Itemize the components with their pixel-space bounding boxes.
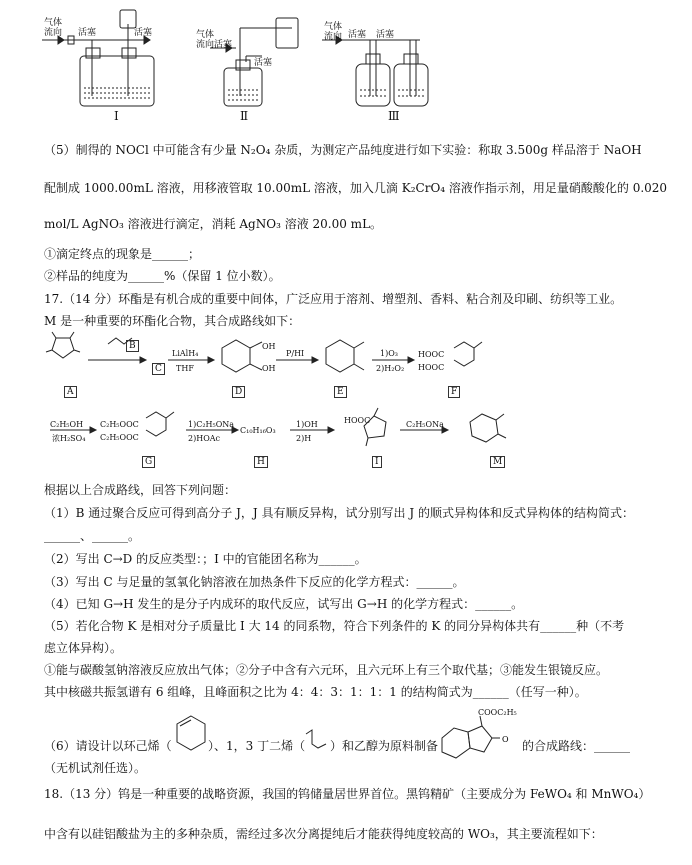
flow-label-2: 流向	[44, 28, 63, 38]
valve-label: 活塞	[214, 40, 233, 50]
label-C: C	[152, 363, 165, 375]
valve-label: 活塞	[254, 58, 273, 68]
q17-q2: （2）写出 C→D 的反应类型：；I 中的官能团名称为______。	[44, 552, 367, 566]
label-M: M	[490, 456, 505, 468]
reagent-na-ethoxide: 1)C₂H₅ONa	[188, 420, 235, 429]
compound-M-ring	[470, 414, 498, 442]
q17-q5a: （5）若化合物 K 是相对分子质量比 I 大 14 的同系物，符合下列条件的 K 的同分异构体共有______种（不考	[44, 619, 625, 633]
compound-A-ring	[52, 338, 74, 358]
q5-line1: （5）制得的 NOCl 中可能含有少量 N₂O₄ 杂质，为测定产品纯度进行如下实验：称取 3.500g 样品溶于 NaOH	[44, 143, 642, 157]
valve-label: 活塞	[134, 28, 153, 38]
flow-label-1: 气体	[44, 18, 63, 28]
label-A: A	[64, 386, 77, 398]
formula-H: C₁₀H₁₆O₃	[240, 426, 276, 435]
q17-q6d: 的合成路线：______	[522, 739, 631, 753]
group-hooc-2: HOOC	[418, 363, 445, 372]
apparatus-figure	[0, 0, 692, 125]
group-ester-1: C₂H₅OOC	[100, 420, 139, 429]
ester-group-label: COOC₂H₅	[478, 708, 517, 717]
compound-F-chain	[454, 342, 474, 366]
q17-q6a: （6）请设计以环己烯（	[44, 739, 172, 753]
reagent-na-ethoxide2: C₂H₅ONa	[406, 420, 444, 429]
q17-q6e: （无机试剂任选）。	[44, 761, 147, 775]
valve-label: 活塞	[376, 30, 395, 40]
reagent-ethanol: C₂H₅OH	[50, 420, 84, 429]
group-ester-2: C₂H₅OOC	[100, 433, 139, 442]
reagent-o3: 1)O₃	[380, 349, 398, 358]
synthesis-route	[0, 330, 692, 475]
q17-q6b: ）、1，3 丁二烯（	[208, 739, 306, 753]
label-H: H	[254, 456, 268, 468]
q5-sub1: ①滴定终点的现象是______；	[44, 247, 201, 261]
label-B: B	[126, 340, 139, 352]
compound-D-ring	[222, 340, 250, 372]
q17-q4: （4）已知 G→H 发生的是分子内成环的取代反应，试写出 G→H 的化学方程式：______。	[44, 597, 524, 611]
reagent-thf: THF	[176, 364, 194, 373]
flow-label-1: 气体	[324, 22, 343, 32]
reagent-h: 2)H	[296, 434, 312, 443]
compound-G-chain	[146, 412, 166, 436]
valve-label: 活塞	[348, 30, 367, 40]
q17-q3: （3）写出 C 与足量的氢氧化钠溶液在加热条件下反应的化学方程式：______。	[44, 575, 465, 589]
q17-q6c: ）和乙醇为原料制备	[330, 739, 439, 753]
group-oh-1: OH	[262, 342, 276, 351]
valve-label: 活塞	[78, 28, 97, 38]
apparatus-label-III: Ⅲ	[388, 109, 400, 123]
reagent-lialh4: LiAlH₄	[172, 349, 199, 358]
label-D: D	[232, 386, 245, 398]
reagent-h2o2: 2)H₂O₂	[376, 364, 405, 373]
flow-label-2: 流向	[324, 32, 343, 42]
label-F: F	[448, 386, 460, 398]
group-hooc-1: HOOC	[418, 350, 445, 359]
flow-label-2: 流向	[196, 40, 215, 50]
q17-q5b: 虑立体异构）。	[44, 641, 123, 655]
q17-q5c: ①能与碳酸氢钠溶液反应放出气体；②分子中含有六元环，且六元环上有三个取代基；③能发生银镜反应。	[44, 663, 609, 677]
label-E: E	[334, 386, 347, 398]
apparatus-III	[322, 36, 428, 106]
q5-line2: 配制成 1000.00mL 溶液，用移液管取 10.00mL 溶液，加入几滴 K₂CrO₄ 溶液作指示剂，用足量硝酸酸化的 0.020	[44, 181, 668, 195]
q17-intro2: M 是一种重要的环酯化合物，其合成路线如下：	[44, 314, 301, 328]
reagent-hoac: 2)HOAc	[188, 434, 221, 443]
apparatus-label-I: Ⅰ	[114, 109, 119, 123]
apparatus-label-II: Ⅱ	[240, 109, 249, 123]
q17-q5d: 其中核磁共振氢谱有 6 组峰，且峰面积之比为 4：4：3：1：1：1 的结构简式为______（任写一种）。	[44, 685, 587, 699]
q5-sub2: ②样品的纯度为______%（保留 1 位小数）。	[44, 269, 281, 283]
cyclohexene-structure	[172, 712, 210, 756]
q17-intro1: 17.（14 分）环酯是有机合成的重要中间体，广泛应用于溶剂、增塑剂、香料、粘合剂及印刷、纺织等工业。	[44, 292, 623, 306]
q17-q1b: ______、______。	[44, 529, 141, 543]
q17-q1a: （1）B 通过聚合反应可得到高分子 J，J 具有顺反异构，试分别写出 J 的顺式异构体和反式异构体的结构简式：	[44, 506, 634, 520]
butadiene-structure	[302, 726, 332, 756]
group-oh-2: OH	[262, 364, 276, 373]
reagent-oh: 1)OH	[296, 420, 318, 429]
svg-text:O: O	[502, 735, 509, 744]
flow-label-1: 气体	[196, 30, 215, 40]
reagent-phi: P/HI	[286, 349, 305, 358]
q5-line3: mol/L AgNO₃ 溶液进行滴定，消耗 AgNO₃ 溶液 20.00 mL。	[44, 217, 383, 231]
compound-E-ring	[326, 340, 354, 372]
reagent-conc-h2so4: 浓H₂SO₄	[52, 434, 86, 443]
q18-line1: 18.（13 分）钨是一种重要的战略资源，我国的钨储量居世界首位。黑钨精矿（主要成分为 FeWO₄ 和 MnWO₄）	[44, 787, 651, 801]
group-hooc-I: HOOC	[344, 416, 371, 425]
label-G: G	[142, 456, 155, 468]
label-I: I	[372, 456, 382, 468]
q17-prompt: 根据以上合成路线，回答下列问题：	[44, 483, 237, 497]
q18-line2: 中含有以硅铝酸盐为主的多种杂质，需经过多次分离提纯后才能获得纯度较高的 WO₃，其主要流程如下：	[44, 827, 603, 841]
